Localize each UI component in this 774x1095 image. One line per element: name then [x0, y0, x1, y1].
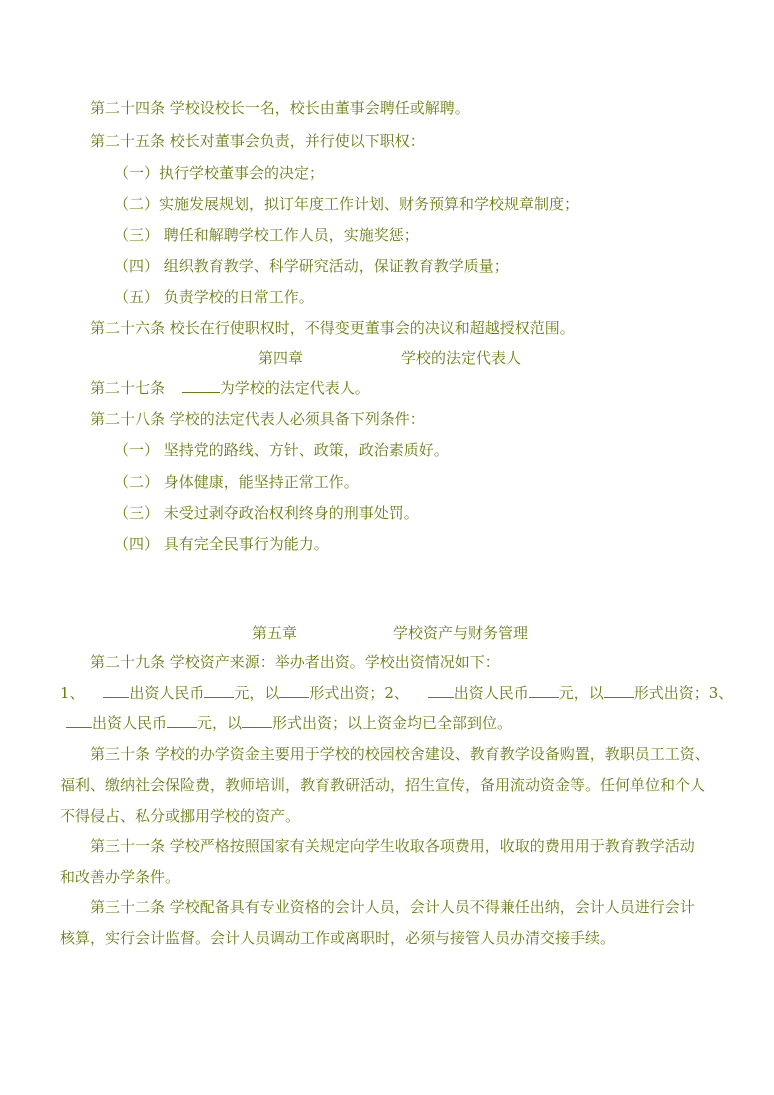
investor-2-blank	[428, 683, 454, 698]
article-25-item-1: （一）执行学校董事会的决定；	[114, 164, 325, 182]
article-30-line-1: 第三十条 学校的办学资金主要用于学校的校园校舍建设、教育教学设备购置，教职员工工资、	[90, 745, 710, 763]
article-25: 第二十五条 校长对董事会负责，并行使以下职权：	[90, 132, 425, 150]
article-31-line-2: 和改善办学条件。	[60, 868, 181, 886]
article-32-line-2: 核算，实行会计监督。会计人员调动工作或离职时，必须与接管人员办清交接手续。	[60, 929, 616, 947]
article-28: 第二十八条 学校的法定代表人必须具备下列条件：	[90, 410, 425, 428]
article-27-suffix: 为学校的法定代表人。	[219, 379, 370, 397]
article-25-item-2: （二）实施发展规划，拟订年度工作计划、财务预算和学校规章制度；	[114, 195, 580, 213]
investor-1-blank	[103, 683, 129, 698]
article-29: 第二十九条 学校资产来源：举办者出资。学校出资情况如下：	[90, 653, 500, 671]
amount-2-blank	[529, 683, 559, 698]
article-32-line-1: 第三十二条 学校配备具有专业资格的会计人员，会计人员不得兼任出纳，会计人员进行会计	[90, 898, 695, 916]
article-28-item-4: （四） 具有完全民事行为能力。	[114, 535, 329, 553]
legal-rep-blank	[182, 378, 220, 393]
amount-3-blank	[167, 713, 197, 728]
article-25-item-4: （四） 组织教育教学、科学研究活动，保证教育教学质量；	[114, 257, 509, 275]
article-24: 第二十四条 学校设校长一名，校长由董事会聘任或解聘。	[90, 99, 470, 117]
text-rmb-3: 出资人民币	[92, 714, 168, 732]
article-28-item-1: （一） 坚持党的路线、方针、政策，政治素质好。	[114, 441, 449, 459]
article-25-item-3: （三） 聘任和解聘学校工作人员，实施奖惩；	[114, 226, 419, 244]
text-yuan-1: 元，以	[234, 684, 280, 702]
article-29-line-2	[66, 713, 512, 733]
article-28-item-3: （三） 未受过剥夺政治权利终身的刑事处罚。	[114, 504, 419, 522]
article-29-line-1	[60, 683, 733, 703]
text-yuan-2: 元，以	[558, 684, 604, 702]
article-31-line-1: 第三十一条 学校严格按照国家有关规定向学生收取各项费用，收取的费用用于教育教学活动	[90, 837, 695, 855]
chapter-5-number: 第五章	[252, 624, 298, 642]
article-30-line-3: 不得侵占、私分或挪用学校的资产。	[60, 807, 301, 825]
text-form-2: 形式出资；3、	[633, 684, 734, 702]
chapter-4-title: 学校的法定代表人	[401, 349, 522, 367]
article-27	[90, 378, 370, 398]
article-29-item-number: 1、	[60, 684, 85, 702]
text-form-1: 形式出资；2、	[309, 684, 409, 702]
form-2-blank	[604, 683, 634, 698]
form-3-blank	[242, 713, 272, 728]
form-1-blank	[279, 683, 309, 698]
article-30-line-2: 福利、缴纳社会保险费，教师培训，教育教研活动，招生宣传，备用流动资金等。任何单位和个人	[60, 776, 706, 794]
text-rmb-2: 出资人民币	[453, 684, 529, 702]
article-28-item-2: （二） 身体健康，能坚持正常工作。	[114, 473, 359, 491]
text-yuan-3: 元，以	[197, 714, 243, 732]
article-27-prefix: 第二十七条	[90, 379, 166, 397]
investor-3-blank	[66, 713, 92, 728]
chapter-5-title: 学校资产与财务管理	[393, 624, 529, 642]
text-form-3: 形式出资；以上资金均已全部到位。	[272, 714, 513, 732]
amount-1-blank	[204, 683, 234, 698]
chapter-4-number: 第四章	[258, 349, 304, 367]
text-rmb-1: 出资人民币	[129, 684, 205, 702]
article-25-item-5: （五） 负责学校的日常工作。	[114, 288, 314, 306]
article-26: 第二十六条 校长在行使职权时，不得变更董事会的决议和超越授权范围。	[90, 319, 575, 337]
